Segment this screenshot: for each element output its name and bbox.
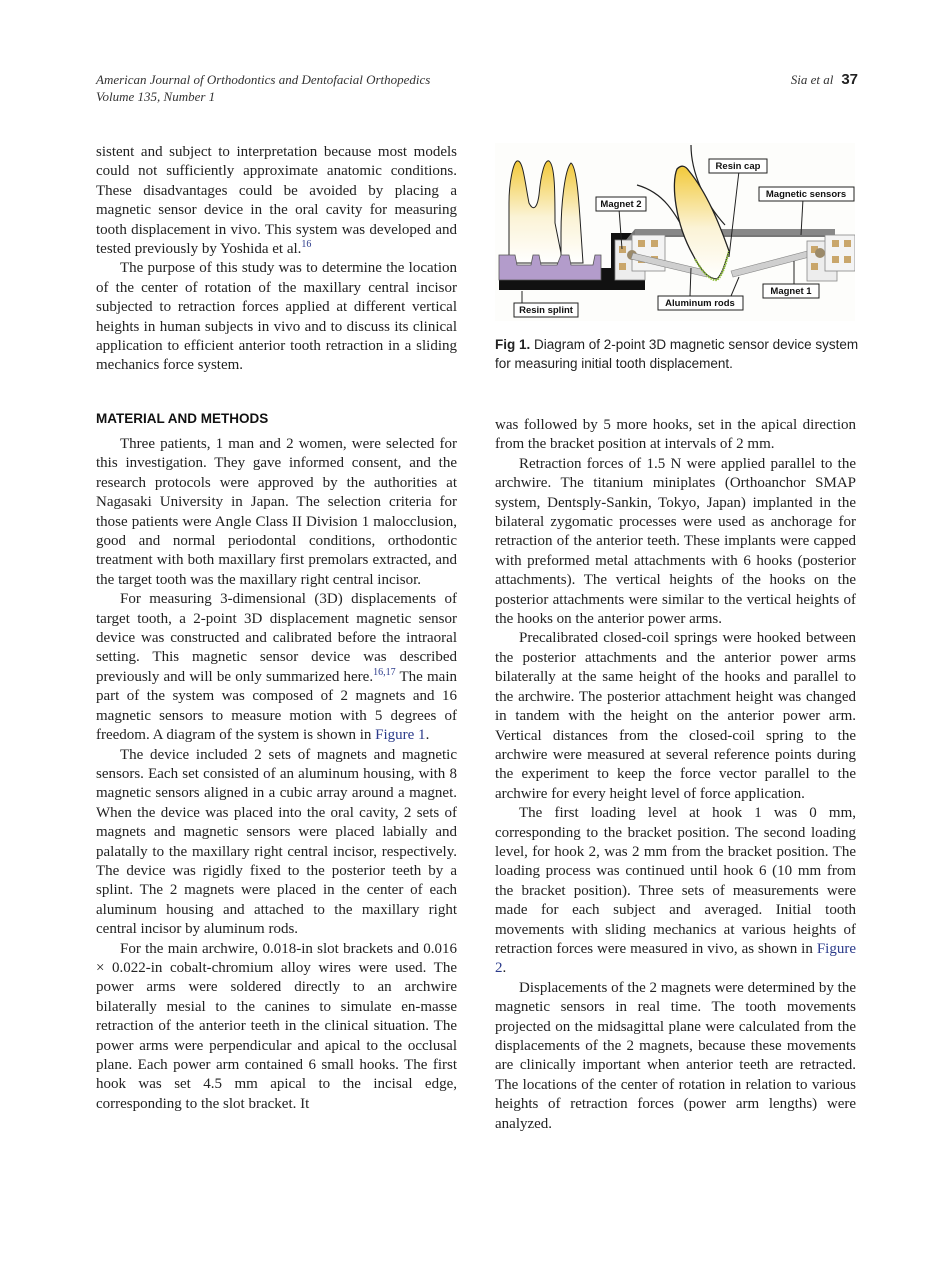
bar-highlight bbox=[635, 229, 835, 235]
paragraph: The purpose of this study was to determine the location of the center of rotation of the maxillary central incisor subjected to retraction forces applied at different vertical heights in human subjects in vivo and to discuss its clinical application to efficient anterior tooth retraction in a sliding mechanics force system. bbox=[96, 260, 457, 374]
label-magnetic-sensors bbox=[759, 187, 854, 201]
paragraph: For measuring 3-dimensional (3D) displacements of target tooth, a 2-point 3D displacement magnetic sensor device was constructed and calibrated before the intraoral setting. This magnetic sensor device was described previously and will be only summarized here.$^{16,17}$ The main part of the system was composed of 2 magnets and 16 magnetic sensors to measure motion with 5 degrees of freedom. A diagram of the system is shown in Figure 1. bbox=[96, 591, 457, 744]
aluminum-rod-right bbox=[731, 249, 817, 277]
paragraph: The device included 2 sets of magnets and magnetic sensors. Each set consisted of an aluminum housing, with 8 magnetic sensors aligned in a cubic array around a magnet. When the device was placed into the oral cavity, 2 sets of magnets and magnetic sensors were placed labially and palatally to the maxillary right central incisor, respectively. The device was rigidly fixed to the posterior teeth by a splint. The 2 magnets were placed in the center of each aluminum housing and attached to the maxillary right central incisor by aluminum rods. bbox=[96, 746, 457, 938]
molar-tooth bbox=[509, 161, 561, 263]
aluminum-rods-label: Aluminum rods bbox=[665, 298, 735, 309]
magnetic-sensors-label: Magnetic sensors bbox=[765, 189, 847, 200]
paragraph: Retraction forces of 1.5 N were applied parallel to the archwire. The titanium miniplates (Orthoanchor SMAP system, Dentsply-Sankin, Tokyo, Japan) implanted in the bilateral zygomatic processes were used as anchorage for retraction of the anterior teeth. These implants were capped with preformed metal attachments with 6 hooks (posterior attachments). The vertical heights of the hooks on the posterior attachments were similar to the vertical heights of the hooks on the anterior power arms. bbox=[495, 455, 856, 628]
central-incisor bbox=[674, 166, 729, 279]
paragraph: The first loading level at hook 1 was 0 mm, corresponding to the bracket position. The second loading level, for hook 2, was 2 mm from the bracket position. The loading process was continued until hook 6 (10 mm from the bracket position). Three sets of measurements were made for each subject and averaged. Initial tooth movements with sliding mechanics at various heights of retraction forces were measured in vivo, as shown in Figure 2. bbox=[495, 805, 856, 977]
caption-label: Fig 1. bbox=[495, 337, 531, 352]
journal-volume: Volume 135, Number 1 bbox=[96, 89, 216, 104]
label-magnet-1 bbox=[763, 284, 819, 298]
label-magnet-2 bbox=[596, 197, 646, 211]
paragraph: Displacements of the 2 magnets were determined by the magnetic sensors in real time. The tooth movements projected on the midsagittal plane were calculated from the displacements of the 2 magnets, because these movements are clinically important when anterior teeth are retracted. The locations of the center of rotation in relation to various heights of retraction forces (power arm lengths) were analyzed. bbox=[495, 979, 856, 1132]
header-right bbox=[791, 71, 858, 88]
running-header bbox=[96, 71, 858, 105]
page-number: 37 bbox=[841, 71, 858, 88]
paragraph: Precalibrated closed-coil springs were hooked between the posterior attachments and the anterior power arms bilaterally at the same height of the hooks and parallel to the archwire. The posterior attachment height was changed in tandem with the height on the anterior power arm. Vertical distances from the closed-coil spring to the archwire were measured at several reference points during the experiment to keep the force vector parallel to the archwire for every height level of force application. bbox=[495, 630, 856, 802]
resin-splint-label: Resin splint bbox=[519, 305, 573, 316]
figure-1-diagram bbox=[495, 143, 855, 321]
left-column-intro bbox=[96, 143, 457, 376]
resin-cap-label: Resin cap bbox=[715, 161, 761, 172]
premolar-tooth bbox=[561, 163, 583, 263]
paragraph: sistent and subject to interpretation because most models could not sufficiently approximate anatomic conditions. These disadvantages could be avoided by placing a magnetic sensor device in the oral cavity for measuring tooth displacement in vivo. This system was developed and tested previously by Yoshida et al.$^{16}$ bbox=[96, 144, 457, 258]
magnet-1 bbox=[815, 248, 825, 258]
paragraph: was followed by 5 more hooks, set in the apical direction from the bracket position at intervals of 2 mm. bbox=[495, 417, 856, 453]
magnet-1-label: Magnet 1 bbox=[770, 286, 812, 297]
figure-2-link[interactable]: Figure 2 bbox=[495, 940, 856, 977]
reference-link[interactable]: 16,17 bbox=[373, 666, 396, 678]
figure-1-link[interactable]: Figure 1 bbox=[375, 727, 426, 744]
device-diagram bbox=[495, 143, 855, 321]
label-resin-cap bbox=[709, 159, 767, 173]
left-column-methods bbox=[96, 409, 457, 1114]
authors: Sia et al bbox=[790, 72, 834, 87]
paragraph: For the main archwire, 0.018-in slot brackets and 0.016 × 0.022-in cobalt-chromium alloy wires were used. The power arms were soldered directly to an archwire bilaterally mesial to the canines to simulate en-masse retraction of the anterior teeth in the clinical situation. The power arms were perpendicular and apical to the occlusal plane. Each power arm contained 6 small hooks. The first hook was set 4.5 mm apical to the incisal edge, corresponding to the slot bracket. It bbox=[96, 940, 457, 1112]
reference-link[interactable]: 16 bbox=[301, 239, 312, 251]
caption-text: Diagram of 2-point 3D magnetic sensor device system for measuring initial tooth displacement. bbox=[495, 337, 859, 371]
figure-1-caption bbox=[495, 336, 860, 373]
right-column-methods bbox=[495, 416, 856, 1134]
journal-title: American Journal of Orthodontics and Dentofacial Orthopedics bbox=[96, 72, 431, 87]
label-resin-splint bbox=[514, 303, 578, 317]
label-aluminum-rods bbox=[658, 296, 743, 310]
paragraph: Three patients, 1 man and 2 women, were selected for this investigation. They gave informed consent, and the research protocols were approved by the authorities at Nagasaki University in Japan. The selection criteria for those patients were Angle Class II Division 1 malocclusion, good and normal periodontal conditions, orthodontic treatment with both maxillary first premolars extracted, and the target tooth was the maxillary right central incisor. bbox=[96, 436, 457, 588]
magnet-2-label: Magnet 2 bbox=[600, 199, 642, 210]
section-heading: MATERIAL AND METHODS bbox=[96, 411, 269, 426]
